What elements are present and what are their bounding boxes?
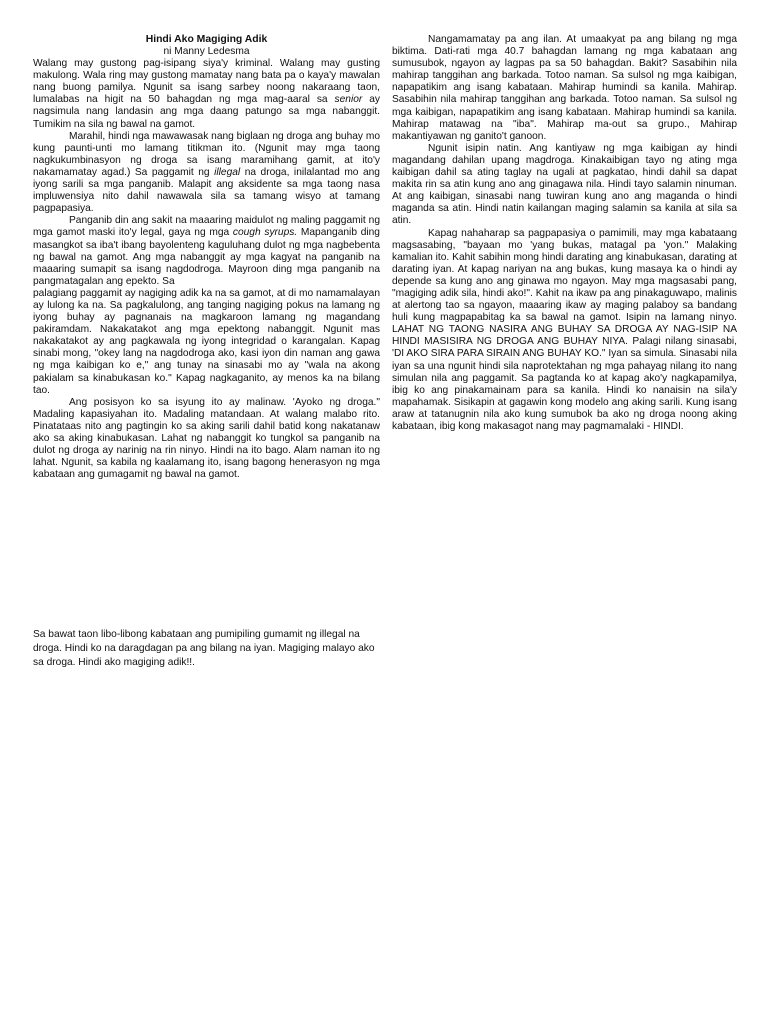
left-column (33, 34, 380, 481)
paragraph: Nangamamatay pa ang ilan. At umaakyat pa ang bilang ng mga biktima. Dati-rati mga 40.7 bahagdan lamang ng mga kabataan ang sumusubok, ngayon ay lagpas pa sa 50 bahagdan. Bakit? Sasabihin nila mahirap tanggihan ang barkada. Totoo naman. Sa sulsol ng mga kaibigan, napapatikim ang isang kabataan. Mahirap humindi sa kanila. Mahirap. Sasabihin nila mahirap tanggihan ang barkada. Totoo naman. Sa sulsol ng mga kaibigan, napapatikim ang isang kabataan. Mahirap humindi sa kanila. Mahirap matawag na "iba". Mahirap ma-out sa grupo., Mahirap makantiyawan ng ganito't ganoon. (392, 34, 737, 142)
paragraph: Marahil, hindi nga mawawasak nang biglaan ng droga ang buhay mo kung paunti-unti mo lamang titikman ito. (Ngunit may mga taong nagkukumbinasyon ng droga sa isang maramihang gamit, at ito'y nakamamatay agad.) Sa paggamit ng illegal na droga, inilalantad mo ang iyong sarili sa mga panganib. Malapit ang aksidente sa mga taong nasa impluwensiya nito dahil nawawala sila sa tamang wisyo at tamang pagpapasiya. (33, 130, 380, 215)
article-author: ni Manny Ledesma (163, 46, 250, 57)
paragraph: Panganib din ang sakit na maaaring maidulot ng maling paggamit ng mga gamot maski ito'y legal, gaya ng mga cough syrups. Mapanganib ding masangkot sa iba't ibang bayolenteng kaguluhang dulot ng mga nagbebenta ng bawal na gamot. Ang mga nabanggit ay mga kagyat na panganib na maaaring sumapit sa isang nagdodroga. Mayroon ding mga panganib na pangmatagalan ang epekto. Sa (33, 215, 380, 287)
paragraph: Ang posisyon ko sa isyung ito ay malinaw. 'Ayoko ng droga." Madaling kapasiyahan ito. Madaling matandaan. At walang malabo rito. Pinatataas nito ang pagtingin ko sa aking sarili dahil batid kong nakatanaw ako sa aking kinabukasan. Lahat ng nabanggit ko tungkol sa panganib na dulot ng droga ay narinig na rin ninyo. Hindi na ito bago. Alam naman ito ng lahat. Ngunit, sa kabila ng kaalamang ito, isang bagong henerasyon ng mga kabataan ang gumagamit ng bawal na gamot. (33, 396, 380, 481)
paragraph: palagiang paggamit ay nagiging adik ka na sa gamot, at di mo namamalayan ay lulong ka na. Sa pagkalulong, ang tanging nagiging pokus na lamang ng iyong buhay ay pagnanais na magkaroon lamang ng magandang pakiramdam. Nakakatakot ang mga epektong nabanggit. Ngunit mas nakakatakot ay ang pagkawala ng iyong integridad o karangalan. Kapag sinabi mong, "okey lang na nagdodroga ako, kasi iyon din naman ang gawa ng mga kaibigan ko e," ang tunay na sinasabi mo ay "wala na akong pakialam sa kinabukasan ko." Kapag nagkaganito, ay menos ka na bilang tao. (33, 287, 380, 396)
paragraph: Kapag nahaharap sa pagpapasiya o pamimili, may mga kabataang magsasabing, "bayaan mo 'yang bukas, matagal pa 'yon." Malaking kamalian ito. Kahit sabihin mong hindi darating ang kinabukasan, darating at darating iyan. At kapag nariyan na ang bukas, kung masaya ka o hindi ay depende sa kung ano ang ginawa mo ngayon. May mga magsasabi pang, "magiging adik sila, hindi ako!". Kahit na ikaw pa ang pinakaguwapo, malinis at alertong tao sa ngayon, maaaring ikaw ay maging palaboy sa bandang huli kung magpapabitag ka sa bawal na gamot. Isipin na lamang ninyo. LAHAT NG TAONG NASIRA ANG BUHAY SA DROGA AY NAG-ISIP NA HINDI MASISIRA NG DROGA ANG BUHAY NIYA. Palagi nilang sinasabi, 'DI AKO SIRA PARA SIRAIN ANG BUHAY KO." Iyan sa simula. Sinasabi nila iyan sa una ngunit hindi sila naprotektahan ng mga pahayag nilang ito nang simulan nila ang paggamit. Sa pagtanda ko at kapag ako'y nagkapamilya, ibig ko ang pinakamainam para sa kanila. Hindi ko nanaisin na sila'y mapahamak. Sisikapin at gagawin kong modelo ang aking sarili. Kung isang araw at tatanugnin nila ako kung sumubok ba ako ng droga noong aking kabataan, ibig kong makasagot nang may pagmamalaki - HINDI. (392, 227, 737, 432)
closing-paragraph: Sa bawat taon libo-libong kabataan ang pumipiling gumamit ng illegal na droga. Hindi ko na daragdagan pa ang bilang na iyan. Magiging malayo ako sa droga. Hindi ako magiging adik!!. (33, 629, 375, 669)
article-title: Hindi Ako Magiging Adik (145, 34, 268, 45)
paragraph: Walang may gustong pag-isipang siya'y kriminal. Walang may gusting makulong. Wala ring may gustong mamatay nang bata pa o kaya'y mawalan nang buong pamilya. Ngunit sa isang sarbey noong nakaraang taon, lumalabas na higit na 50 bahagdan ng mga mag-aaral sa senior ay nagsimula nang landasin ang mga daang patungo sa mga nabanggit. Tumikim na sila ng bawal na gamot. (33, 58, 380, 130)
right-column (392, 34, 737, 433)
paragraph: Ngunit isipin natin. Ang kantiyaw ng mga kaibigan ay hindi magandang dahilan upang magdroga. Kinakaibigan tayo ng ating mga kaibigan dahil sa ating taglay na ugali at pagkatao, hindi dahil sa dapat makita rin sa atin kung ano ang ginagawa nila. Hindi tayo salamin ninuman. At ang kaibigan, sinasabi nang tuwiran kung ano ang maganda o hindi maganda sa atin. Hindi natin kailangan maging salamin sa kanila at sila sa atin. (392, 142, 737, 227)
